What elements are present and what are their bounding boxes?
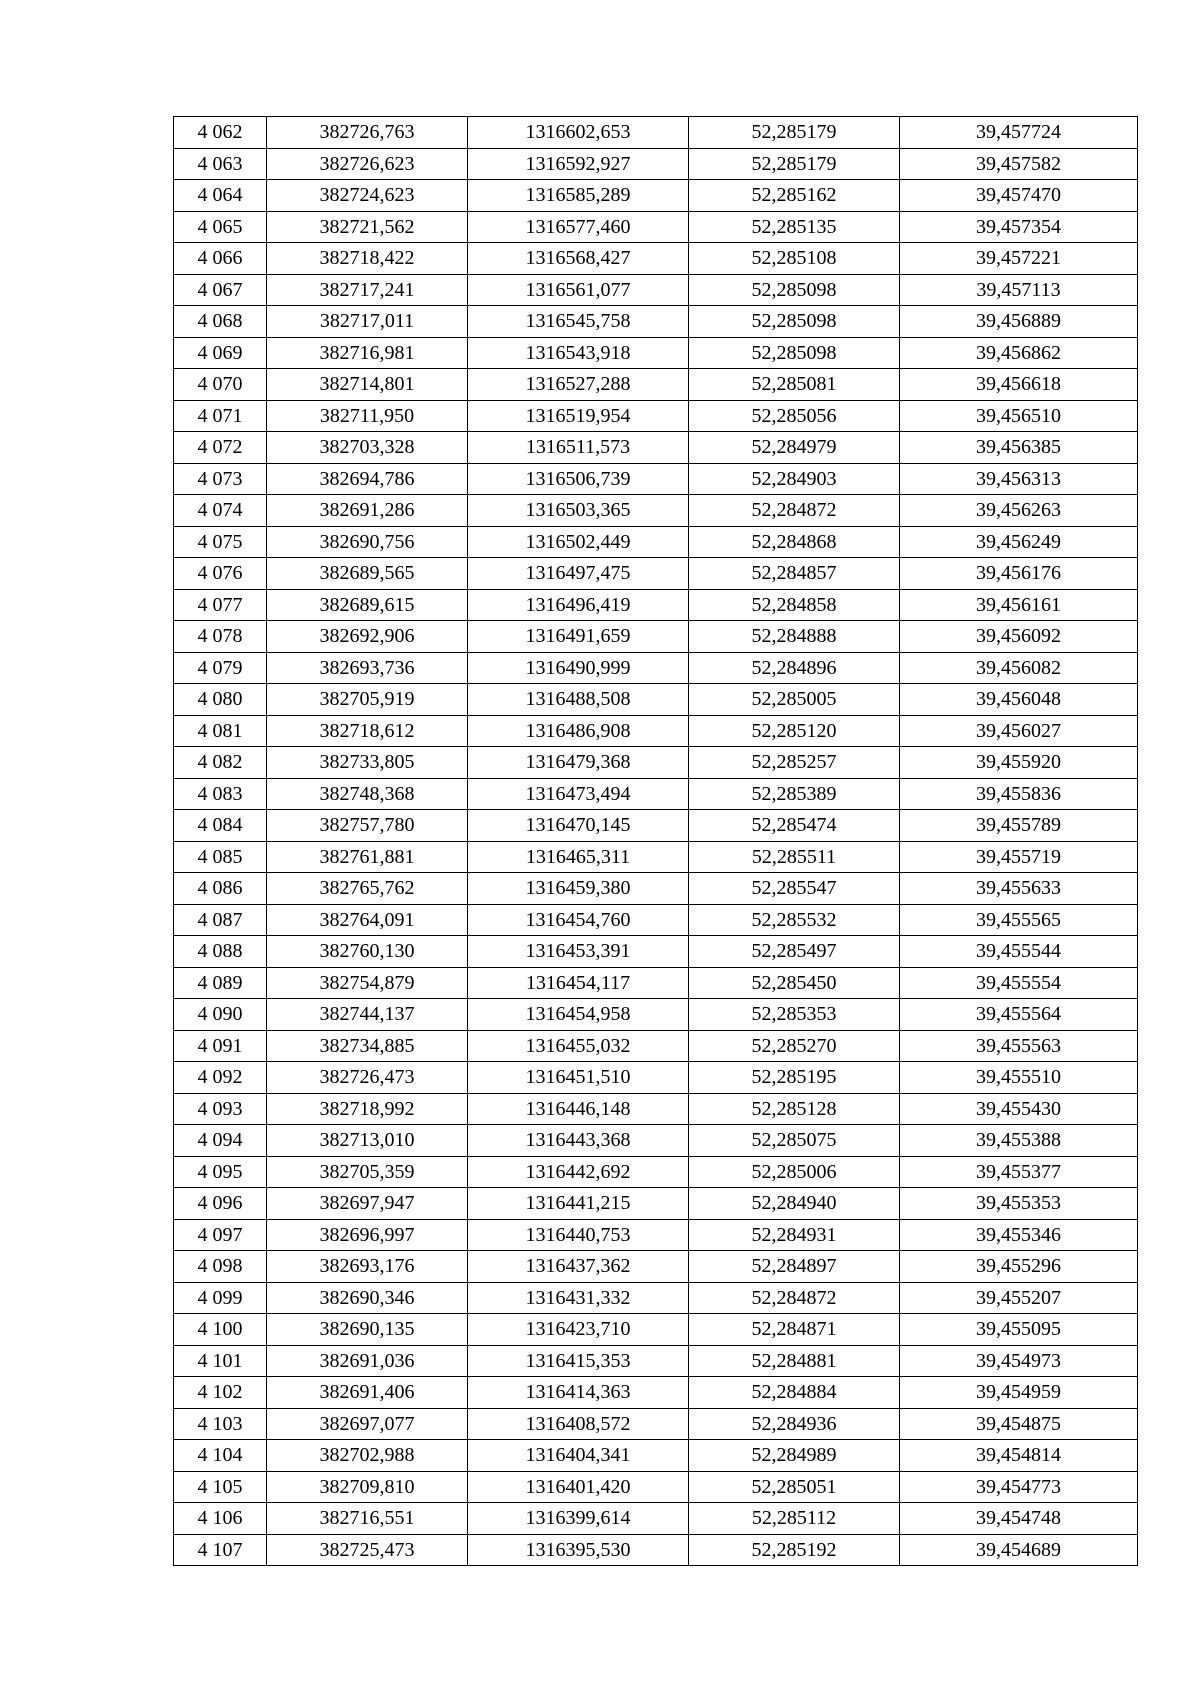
table-row xyxy=(174,747,1138,779)
x-coordinate-cell: 382693,736 xyxy=(267,652,468,684)
x-coordinate-cell: 382697,947 xyxy=(267,1188,468,1220)
point-number-cell: 4 062 xyxy=(174,117,267,149)
longitude-cell: 39,455544 xyxy=(900,936,1138,968)
table-row xyxy=(174,1188,1138,1220)
table-row xyxy=(174,1062,1138,1094)
x-coordinate-cell: 382690,756 xyxy=(267,526,468,558)
table-row xyxy=(174,306,1138,338)
table-row xyxy=(174,621,1138,653)
table-row xyxy=(174,999,1138,1031)
table-row xyxy=(174,558,1138,590)
table-row xyxy=(174,1030,1138,1062)
latitude-cell: 52,284884 xyxy=(689,1377,900,1409)
point-number-cell: 4 071 xyxy=(174,400,267,432)
y-coordinate-cell: 1316496,419 xyxy=(468,589,689,621)
longitude-cell: 39,457354 xyxy=(900,211,1138,243)
x-coordinate-cell: 382726,763 xyxy=(267,117,468,149)
point-number-cell: 4 104 xyxy=(174,1440,267,1472)
table-row xyxy=(174,117,1138,149)
table-row xyxy=(174,463,1138,495)
y-coordinate-cell: 1316408,572 xyxy=(468,1408,689,1440)
point-number-cell: 4 080 xyxy=(174,684,267,716)
point-number-cell: 4 083 xyxy=(174,778,267,810)
latitude-cell: 52,285098 xyxy=(689,274,900,306)
latitude-cell: 52,284872 xyxy=(689,1282,900,1314)
latitude-cell: 52,284888 xyxy=(689,621,900,653)
table-row xyxy=(174,1408,1138,1440)
x-coordinate-cell: 382714,801 xyxy=(267,369,468,401)
y-coordinate-cell: 1316465,311 xyxy=(468,841,689,873)
y-coordinate-cell: 1316473,494 xyxy=(468,778,689,810)
longitude-cell: 39,457470 xyxy=(900,180,1138,212)
latitude-cell: 52,284931 xyxy=(689,1219,900,1251)
latitude-cell: 52,285511 xyxy=(689,841,900,873)
point-number-cell: 4 067 xyxy=(174,274,267,306)
point-number-cell: 4 101 xyxy=(174,1345,267,1377)
x-coordinate-cell: 382691,406 xyxy=(267,1377,468,1409)
table-row xyxy=(174,1377,1138,1409)
x-coordinate-cell: 382689,565 xyxy=(267,558,468,590)
y-coordinate-cell: 1316415,353 xyxy=(468,1345,689,1377)
longitude-cell: 39,456618 xyxy=(900,369,1138,401)
x-coordinate-cell: 382705,359 xyxy=(267,1156,468,1188)
x-coordinate-cell: 382692,906 xyxy=(267,621,468,653)
latitude-cell: 52,284940 xyxy=(689,1188,900,1220)
latitude-cell: 52,285270 xyxy=(689,1030,900,1062)
x-coordinate-cell: 382691,036 xyxy=(267,1345,468,1377)
longitude-cell: 39,454773 xyxy=(900,1471,1138,1503)
point-number-cell: 4 072 xyxy=(174,432,267,464)
y-coordinate-cell: 1316446,148 xyxy=(468,1093,689,1125)
latitude-cell: 52,285257 xyxy=(689,747,900,779)
y-coordinate-cell: 1316519,954 xyxy=(468,400,689,432)
table-row xyxy=(174,337,1138,369)
y-coordinate-cell: 1316545,758 xyxy=(468,306,689,338)
latitude-cell: 52,285389 xyxy=(689,778,900,810)
longitude-cell: 39,456092 xyxy=(900,621,1138,653)
table-row xyxy=(174,1282,1138,1314)
longitude-cell: 39,454748 xyxy=(900,1503,1138,1535)
latitude-cell: 52,285098 xyxy=(689,337,900,369)
latitude-cell: 52,284979 xyxy=(689,432,900,464)
table-row xyxy=(174,1534,1138,1566)
longitude-cell: 39,456048 xyxy=(900,684,1138,716)
latitude-cell: 52,285005 xyxy=(689,684,900,716)
x-coordinate-cell: 382726,623 xyxy=(267,148,468,180)
table-row xyxy=(174,589,1138,621)
table-row xyxy=(174,1314,1138,1346)
table-row xyxy=(174,243,1138,275)
table-row xyxy=(174,495,1138,527)
x-coordinate-cell: 382748,368 xyxy=(267,778,468,810)
point-number-cell: 4 089 xyxy=(174,967,267,999)
x-coordinate-cell: 382713,010 xyxy=(267,1125,468,1157)
y-coordinate-cell: 1316577,460 xyxy=(468,211,689,243)
longitude-cell: 39,455920 xyxy=(900,747,1138,779)
table-row xyxy=(174,369,1138,401)
latitude-cell: 52,285532 xyxy=(689,904,900,936)
x-coordinate-cell: 382744,137 xyxy=(267,999,468,1031)
latitude-cell: 52,285497 xyxy=(689,936,900,968)
x-coordinate-cell: 382693,176 xyxy=(267,1251,468,1283)
table-row xyxy=(174,652,1138,684)
y-coordinate-cell: 1316441,215 xyxy=(468,1188,689,1220)
point-number-cell: 4 094 xyxy=(174,1125,267,1157)
x-coordinate-cell: 382718,612 xyxy=(267,715,468,747)
longitude-cell: 39,455353 xyxy=(900,1188,1138,1220)
point-number-cell: 4 090 xyxy=(174,999,267,1031)
table-row xyxy=(174,526,1138,558)
y-coordinate-cell: 1316423,710 xyxy=(468,1314,689,1346)
y-coordinate-cell: 1316454,760 xyxy=(468,904,689,936)
longitude-cell: 39,455789 xyxy=(900,810,1138,842)
latitude-cell: 52,284872 xyxy=(689,495,900,527)
longitude-cell: 39,457221 xyxy=(900,243,1138,275)
longitude-cell: 39,456862 xyxy=(900,337,1138,369)
y-coordinate-cell: 1316511,573 xyxy=(468,432,689,464)
point-number-cell: 4 097 xyxy=(174,1219,267,1251)
y-coordinate-cell: 1316437,362 xyxy=(468,1251,689,1283)
y-coordinate-cell: 1316568,427 xyxy=(468,243,689,275)
longitude-cell: 39,455633 xyxy=(900,873,1138,905)
point-number-cell: 4 091 xyxy=(174,1030,267,1062)
x-coordinate-cell: 382734,885 xyxy=(267,1030,468,1062)
latitude-cell: 52,284896 xyxy=(689,652,900,684)
point-number-cell: 4 064 xyxy=(174,180,267,212)
x-coordinate-cell: 382764,091 xyxy=(267,904,468,936)
longitude-cell: 39,454689 xyxy=(900,1534,1138,1566)
longitude-cell: 39,455836 xyxy=(900,778,1138,810)
longitude-cell: 39,456161 xyxy=(900,589,1138,621)
longitude-cell: 39,456176 xyxy=(900,558,1138,590)
table-row xyxy=(174,967,1138,999)
point-number-cell: 4 100 xyxy=(174,1314,267,1346)
longitude-cell: 39,455564 xyxy=(900,999,1138,1031)
latitude-cell: 52,285135 xyxy=(689,211,900,243)
point-number-cell: 4 074 xyxy=(174,495,267,527)
x-coordinate-cell: 382760,130 xyxy=(267,936,468,968)
y-coordinate-cell: 1316506,739 xyxy=(468,463,689,495)
latitude-cell: 52,285108 xyxy=(689,243,900,275)
y-coordinate-cell: 1316442,692 xyxy=(468,1156,689,1188)
y-coordinate-cell: 1316454,958 xyxy=(468,999,689,1031)
x-coordinate-cell: 382726,473 xyxy=(267,1062,468,1094)
latitude-cell: 52,284858 xyxy=(689,589,900,621)
point-number-cell: 4 078 xyxy=(174,621,267,653)
x-coordinate-cell: 382724,623 xyxy=(267,180,468,212)
x-coordinate-cell: 382690,135 xyxy=(267,1314,468,1346)
latitude-cell: 52,285353 xyxy=(689,999,900,1031)
point-number-cell: 4 106 xyxy=(174,1503,267,1535)
x-coordinate-cell: 382691,286 xyxy=(267,495,468,527)
x-coordinate-cell: 382717,011 xyxy=(267,306,468,338)
y-coordinate-cell: 1316404,341 xyxy=(468,1440,689,1472)
latitude-cell: 52,285006 xyxy=(689,1156,900,1188)
point-number-cell: 4 088 xyxy=(174,936,267,968)
x-coordinate-cell: 382697,077 xyxy=(267,1408,468,1440)
y-coordinate-cell: 1316503,365 xyxy=(468,495,689,527)
table-row xyxy=(174,778,1138,810)
longitude-cell: 39,456263 xyxy=(900,495,1138,527)
y-coordinate-cell: 1316431,332 xyxy=(468,1282,689,1314)
latitude-cell: 52,284903 xyxy=(689,463,900,495)
latitude-cell: 52,285162 xyxy=(689,180,900,212)
y-coordinate-cell: 1316602,653 xyxy=(468,117,689,149)
latitude-cell: 52,285112 xyxy=(689,1503,900,1535)
longitude-cell: 39,455565 xyxy=(900,904,1138,936)
x-coordinate-cell: 382733,805 xyxy=(267,747,468,779)
y-coordinate-cell: 1316455,032 xyxy=(468,1030,689,1062)
point-number-cell: 4 085 xyxy=(174,841,267,873)
y-coordinate-cell: 1316592,927 xyxy=(468,148,689,180)
x-coordinate-cell: 382716,551 xyxy=(267,1503,468,1535)
longitude-cell: 39,454959 xyxy=(900,1377,1138,1409)
latitude-cell: 52,284868 xyxy=(689,526,900,558)
x-coordinate-cell: 382765,762 xyxy=(267,873,468,905)
table-row xyxy=(174,1156,1138,1188)
longitude-cell: 39,456313 xyxy=(900,463,1138,495)
longitude-cell: 39,456510 xyxy=(900,400,1138,432)
y-coordinate-cell: 1316543,918 xyxy=(468,337,689,369)
table-row xyxy=(174,274,1138,306)
latitude-cell: 52,285179 xyxy=(689,148,900,180)
latitude-cell: 52,285056 xyxy=(689,400,900,432)
table-row xyxy=(174,1503,1138,1535)
latitude-cell: 52,285192 xyxy=(689,1534,900,1566)
y-coordinate-cell: 1316401,420 xyxy=(468,1471,689,1503)
point-number-cell: 4 066 xyxy=(174,243,267,275)
point-number-cell: 4 098 xyxy=(174,1251,267,1283)
longitude-cell: 39,456889 xyxy=(900,306,1138,338)
table-row xyxy=(174,715,1138,747)
point-number-cell: 4 084 xyxy=(174,810,267,842)
longitude-cell: 39,456027 xyxy=(900,715,1138,747)
table-row xyxy=(174,211,1138,243)
coordinates-table xyxy=(173,116,1138,1566)
y-coordinate-cell: 1316395,530 xyxy=(468,1534,689,1566)
latitude-cell: 52,285450 xyxy=(689,967,900,999)
point-number-cell: 4 099 xyxy=(174,1282,267,1314)
latitude-cell: 52,284897 xyxy=(689,1251,900,1283)
longitude-cell: 39,455377 xyxy=(900,1156,1138,1188)
table-row xyxy=(174,1345,1138,1377)
point-number-cell: 4 068 xyxy=(174,306,267,338)
point-number-cell: 4 087 xyxy=(174,904,267,936)
latitude-cell: 52,285195 xyxy=(689,1062,900,1094)
longitude-cell: 39,455554 xyxy=(900,967,1138,999)
y-coordinate-cell: 1316486,908 xyxy=(468,715,689,747)
coordinates-table-body xyxy=(174,117,1138,1566)
longitude-cell: 39,456249 xyxy=(900,526,1138,558)
x-coordinate-cell: 382718,422 xyxy=(267,243,468,275)
latitude-cell: 52,285547 xyxy=(689,873,900,905)
longitude-cell: 39,454814 xyxy=(900,1440,1138,1472)
point-number-cell: 4 103 xyxy=(174,1408,267,1440)
point-number-cell: 4 082 xyxy=(174,747,267,779)
point-number-cell: 4 086 xyxy=(174,873,267,905)
longitude-cell: 39,454973 xyxy=(900,1345,1138,1377)
latitude-cell: 52,284989 xyxy=(689,1440,900,1472)
table-row xyxy=(174,1251,1138,1283)
longitude-cell: 39,455207 xyxy=(900,1282,1138,1314)
latitude-cell: 52,285128 xyxy=(689,1093,900,1125)
point-number-cell: 4 095 xyxy=(174,1156,267,1188)
x-coordinate-cell: 382689,615 xyxy=(267,589,468,621)
y-coordinate-cell: 1316440,753 xyxy=(468,1219,689,1251)
point-number-cell: 4 107 xyxy=(174,1534,267,1566)
point-number-cell: 4 092 xyxy=(174,1062,267,1094)
longitude-cell: 39,457113 xyxy=(900,274,1138,306)
x-coordinate-cell: 382721,562 xyxy=(267,211,468,243)
point-number-cell: 4 069 xyxy=(174,337,267,369)
table-row xyxy=(174,810,1138,842)
table-row xyxy=(174,873,1138,905)
latitude-cell: 52,284881 xyxy=(689,1345,900,1377)
latitude-cell: 52,285051 xyxy=(689,1471,900,1503)
x-coordinate-cell: 382703,328 xyxy=(267,432,468,464)
y-coordinate-cell: 1316502,449 xyxy=(468,526,689,558)
point-number-cell: 4 065 xyxy=(174,211,267,243)
x-coordinate-cell: 382702,988 xyxy=(267,1440,468,1472)
latitude-cell: 52,285120 xyxy=(689,715,900,747)
latitude-cell: 52,284857 xyxy=(689,558,900,590)
x-coordinate-cell: 382711,950 xyxy=(267,400,468,432)
table-row xyxy=(174,936,1138,968)
y-coordinate-cell: 1316585,289 xyxy=(468,180,689,212)
longitude-cell: 39,455430 xyxy=(900,1093,1138,1125)
longitude-cell: 39,455388 xyxy=(900,1125,1138,1157)
x-coordinate-cell: 382761,881 xyxy=(267,841,468,873)
point-number-cell: 4 076 xyxy=(174,558,267,590)
latitude-cell: 52,285098 xyxy=(689,306,900,338)
point-number-cell: 4 075 xyxy=(174,526,267,558)
x-coordinate-cell: 382717,241 xyxy=(267,274,468,306)
x-coordinate-cell: 382725,473 xyxy=(267,1534,468,1566)
x-coordinate-cell: 382757,780 xyxy=(267,810,468,842)
longitude-cell: 39,455563 xyxy=(900,1030,1138,1062)
longitude-cell: 39,455346 xyxy=(900,1219,1138,1251)
latitude-cell: 52,285474 xyxy=(689,810,900,842)
table-row xyxy=(174,904,1138,936)
y-coordinate-cell: 1316451,510 xyxy=(468,1062,689,1094)
point-number-cell: 4 093 xyxy=(174,1093,267,1125)
y-coordinate-cell: 1316527,288 xyxy=(468,369,689,401)
x-coordinate-cell: 382694,786 xyxy=(267,463,468,495)
y-coordinate-cell: 1316561,077 xyxy=(468,274,689,306)
table-row xyxy=(174,1219,1138,1251)
longitude-cell: 39,456082 xyxy=(900,652,1138,684)
table-row xyxy=(174,684,1138,716)
x-coordinate-cell: 382754,879 xyxy=(267,967,468,999)
y-coordinate-cell: 1316491,659 xyxy=(468,621,689,653)
point-number-cell: 4 079 xyxy=(174,652,267,684)
y-coordinate-cell: 1316459,380 xyxy=(468,873,689,905)
x-coordinate-cell: 382718,992 xyxy=(267,1093,468,1125)
x-coordinate-cell: 382705,919 xyxy=(267,684,468,716)
point-number-cell: 4 102 xyxy=(174,1377,267,1409)
longitude-cell: 39,455095 xyxy=(900,1314,1138,1346)
table-row xyxy=(174,432,1138,464)
x-coordinate-cell: 382690,346 xyxy=(267,1282,468,1314)
y-coordinate-cell: 1316454,117 xyxy=(468,967,689,999)
y-coordinate-cell: 1316414,363 xyxy=(468,1377,689,1409)
table-row xyxy=(174,1440,1138,1472)
point-number-cell: 4 096 xyxy=(174,1188,267,1220)
point-number-cell: 4 105 xyxy=(174,1471,267,1503)
latitude-cell: 52,285081 xyxy=(689,369,900,401)
table-row xyxy=(174,1125,1138,1157)
point-number-cell: 4 063 xyxy=(174,148,267,180)
y-coordinate-cell: 1316488,508 xyxy=(468,684,689,716)
longitude-cell: 39,456385 xyxy=(900,432,1138,464)
longitude-cell: 39,457724 xyxy=(900,117,1138,149)
point-number-cell: 4 077 xyxy=(174,589,267,621)
x-coordinate-cell: 382709,810 xyxy=(267,1471,468,1503)
point-number-cell: 4 070 xyxy=(174,369,267,401)
y-coordinate-cell: 1316443,368 xyxy=(468,1125,689,1157)
table-row xyxy=(174,841,1138,873)
x-coordinate-cell: 382716,981 xyxy=(267,337,468,369)
table-row xyxy=(174,180,1138,212)
point-number-cell: 4 081 xyxy=(174,715,267,747)
y-coordinate-cell: 1316479,368 xyxy=(468,747,689,779)
y-coordinate-cell: 1316453,391 xyxy=(468,936,689,968)
latitude-cell: 52,285075 xyxy=(689,1125,900,1157)
table-row xyxy=(174,400,1138,432)
longitude-cell: 39,455510 xyxy=(900,1062,1138,1094)
x-coordinate-cell: 382696,997 xyxy=(267,1219,468,1251)
longitude-cell: 39,455719 xyxy=(900,841,1138,873)
y-coordinate-cell: 1316470,145 xyxy=(468,810,689,842)
y-coordinate-cell: 1316497,475 xyxy=(468,558,689,590)
point-number-cell: 4 073 xyxy=(174,463,267,495)
latitude-cell: 52,284936 xyxy=(689,1408,900,1440)
latitude-cell: 52,285179 xyxy=(689,117,900,149)
y-coordinate-cell: 1316490,999 xyxy=(468,652,689,684)
y-coordinate-cell: 1316399,614 xyxy=(468,1503,689,1535)
table-row xyxy=(174,1471,1138,1503)
longitude-cell: 39,455296 xyxy=(900,1251,1138,1283)
latitude-cell: 52,284871 xyxy=(689,1314,900,1346)
table-row xyxy=(174,148,1138,180)
table-row xyxy=(174,1093,1138,1125)
longitude-cell: 39,454875 xyxy=(900,1408,1138,1440)
longitude-cell: 39,457582 xyxy=(900,148,1138,180)
